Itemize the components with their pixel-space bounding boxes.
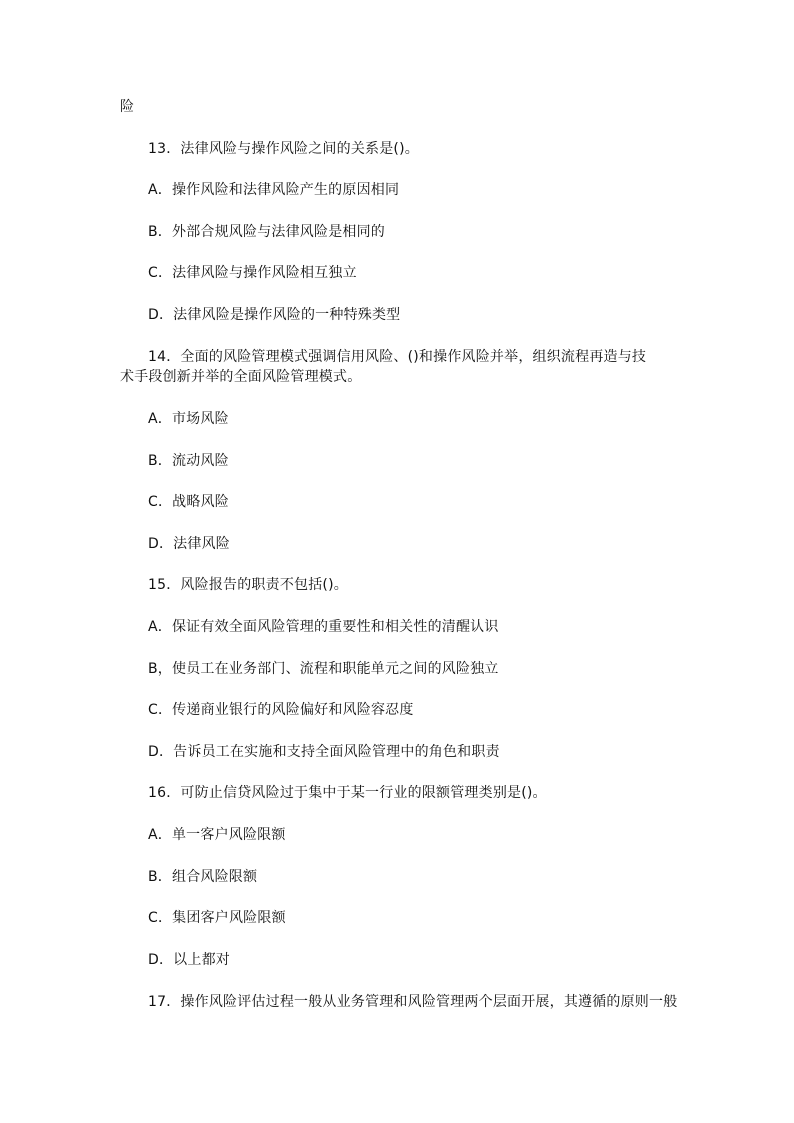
- q13-option-d: D．法律风险是操作风险的一种特殊类型: [148, 307, 401, 323]
- q15-option-a: A．保证有效全面风险管理的重要性和相关性的清醒认识: [148, 619, 499, 635]
- question-13: 13．法律风险与操作风险之间的关系是()。: [148, 141, 419, 157]
- q15-option-d: D．告诉员工在实施和支持全面风险管理中的角色和职责: [148, 744, 500, 760]
- q14-option-d: D．法律风险: [148, 536, 230, 552]
- q16-option-a: A．单一客户风险限额: [148, 827, 286, 843]
- question-15: 15．风险报告的职责不包括()。: [148, 577, 348, 593]
- question-16: 16．可防止信贷风险过于集中于某一行业的限额管理类别是()。: [148, 785, 547, 801]
- q14-option-a: A．市场风险: [148, 411, 229, 427]
- question-14: 14．全面的风险管理模式强调信用风险、()和操作风险并举，组织流程再造与技术手段创新并举的全面风险管理模式。: [120, 349, 647, 385]
- q13-option-b: B．外部合规风险与法律风险是相同的: [148, 224, 386, 240]
- q16-option-b: B．组合风险限额: [148, 869, 258, 885]
- q14-option-c: C．战略风险: [148, 494, 229, 510]
- q15-option-b: B，使员工在业务部门、流程和职能单元之间的风险独立: [148, 661, 499, 677]
- question-17: 17．操作风险评估过程一般从业务管理和风险管理两个层面开展，其遵循的原则一般: [148, 994, 678, 1010]
- q15-option-c: C．传递商业银行的风险偏好和风险容忍度: [148, 702, 414, 718]
- q16-option-c: C．集团客户风险限额: [148, 910, 286, 926]
- continuation-text: 险: [120, 99, 135, 115]
- q13-option-c: C．法律风险与操作风险相互独立: [148, 265, 357, 281]
- q16-option-d: D．以上都对: [148, 952, 230, 968]
- q14-option-b: B．流动风险: [148, 453, 229, 469]
- q13-option-a: A．操作风险和法律风险产生的原因相同: [148, 182, 400, 198]
